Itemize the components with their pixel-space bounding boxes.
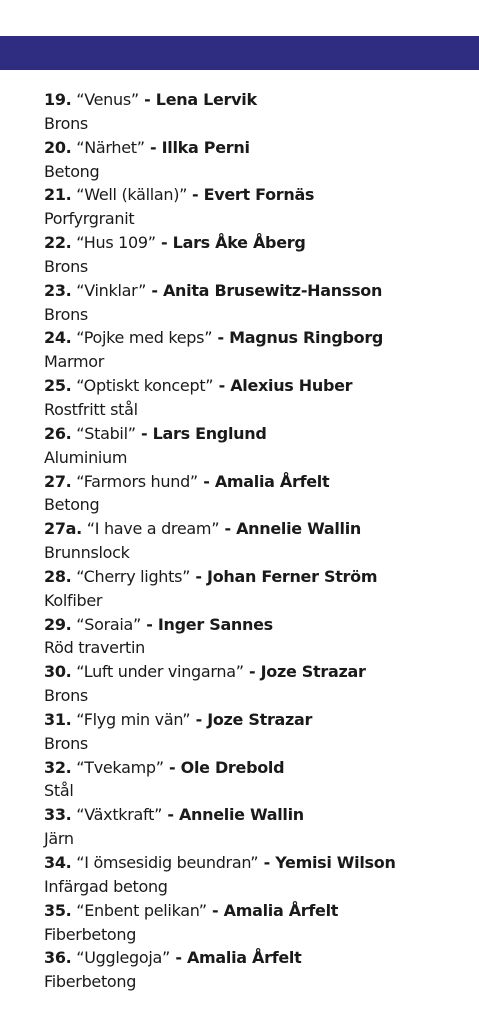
entry-number: 22. bbox=[44, 233, 72, 253]
entry-artist: Illka Perni bbox=[161, 137, 250, 157]
entry-heading bbox=[44, 374, 474, 398]
entry-heading bbox=[44, 517, 474, 541]
entry-separator: - bbox=[191, 185, 204, 205]
entry-heading bbox=[44, 279, 474, 303]
entry-material: Betong bbox=[44, 161, 100, 181]
entry-artist: Joze Strazar bbox=[260, 662, 366, 682]
entry-artist: Amalia Årfelt bbox=[214, 471, 330, 491]
entry-material: Fiberbetong bbox=[44, 972, 137, 992]
entry-number: 26. bbox=[44, 423, 72, 443]
entry-artist: Ole Drebold bbox=[180, 757, 285, 777]
sculpture-entry bbox=[44, 613, 474, 661]
entry-separator: - bbox=[258, 853, 276, 872]
entry-heading bbox=[44, 756, 474, 780]
entry-material: Brons bbox=[44, 256, 88, 276]
entry-material: Aluminium bbox=[44, 447, 128, 467]
entry-separator: - bbox=[162, 805, 179, 825]
entry-artist: Evert Fornäs bbox=[203, 185, 315, 205]
entry-number: 31. bbox=[44, 709, 72, 729]
entry-title: “Well (källan)” bbox=[76, 185, 192, 205]
entry-heading bbox=[44, 88, 474, 112]
entry-material: Röd travertin bbox=[44, 638, 145, 658]
entry-heading bbox=[44, 851, 474, 875]
entry-material: Fiberbetong bbox=[44, 924, 137, 944]
entry-material: Järn bbox=[44, 829, 74, 849]
entry-separator: - bbox=[138, 90, 156, 109]
entry-material: Brons bbox=[44, 304, 88, 324]
entry-number: 27. bbox=[44, 471, 72, 491]
entry-heading bbox=[44, 660, 474, 684]
entry-artist: Inger Sannes bbox=[157, 614, 273, 634]
sculpture-entry bbox=[44, 851, 474, 899]
sculpture-entry bbox=[44, 803, 474, 851]
entry-artist: Amalia Årfelt bbox=[223, 900, 339, 920]
entry-number: 34. bbox=[44, 853, 72, 872]
entry-title: “Venus” bbox=[76, 90, 139, 109]
sculpture-entry bbox=[44, 326, 474, 374]
entry-material: Marmor bbox=[44, 352, 105, 372]
sculpture-entry bbox=[44, 708, 474, 756]
entry-title: “Hus 109” bbox=[76, 233, 156, 253]
sculpture-entry bbox=[44, 517, 474, 565]
sculpture-entry bbox=[44, 899, 474, 947]
entry-title: “I ömsesidig beundran” bbox=[76, 853, 259, 872]
entry-artist: Lena Lervik bbox=[155, 90, 257, 109]
entry-title: “I have a dream” bbox=[86, 519, 220, 539]
sculpture-entry bbox=[44, 183, 474, 231]
sculpture-entry bbox=[44, 422, 474, 470]
entry-heading bbox=[44, 946, 474, 970]
entry-separator: - bbox=[155, 233, 173, 253]
entry-material: Rostfritt stål bbox=[44, 399, 138, 419]
sculpture-entry bbox=[44, 374, 474, 422]
entry-title: “Enbent pelikan” bbox=[76, 900, 207, 920]
entry-material: Infärgad betong bbox=[44, 876, 168, 896]
entry-heading bbox=[44, 708, 474, 732]
sculpture-entry bbox=[44, 660, 474, 708]
entry-separator: - bbox=[206, 900, 224, 920]
entry-separator: - bbox=[135, 423, 153, 443]
entry-title: “Ugglegoja” bbox=[76, 948, 171, 968]
entry-title: “Cherry lights” bbox=[76, 566, 191, 586]
entry-separator: - bbox=[213, 376, 231, 396]
sculpture-entry bbox=[44, 231, 474, 279]
entry-separator: - bbox=[170, 948, 187, 968]
entry-artist: Anita Brusewitz-Hansson bbox=[162, 280, 383, 300]
entry-title: “Växtkraft” bbox=[76, 805, 163, 825]
entry-artist: Yemisi Wilson bbox=[275, 853, 396, 872]
entry-title: “Flyg min vän” bbox=[76, 709, 191, 729]
entry-heading bbox=[44, 422, 474, 446]
entry-artist: Annelie Wallin bbox=[236, 519, 362, 539]
entry-separator: - bbox=[219, 519, 237, 539]
entry-title: “Farmors hund” bbox=[76, 471, 198, 491]
sculpture-entry bbox=[44, 946, 474, 994]
entry-separator: - bbox=[243, 662, 261, 682]
entry-number: 28. bbox=[44, 566, 72, 586]
entry-separator: - bbox=[190, 566, 208, 586]
entry-material: Kolfiber bbox=[44, 590, 103, 610]
entry-artist: Lars Englund bbox=[152, 423, 267, 443]
entry-material: Brunnslock bbox=[44, 543, 130, 563]
entry-material: Brons bbox=[44, 686, 88, 706]
entry-artist: Johan Ferner Ström bbox=[207, 566, 378, 586]
entry-title: “Optiskt koncept” bbox=[76, 376, 214, 396]
entry-title: “Tvekamp” bbox=[76, 757, 164, 777]
entry-artist: Joze Strazar bbox=[207, 709, 313, 729]
entry-separator: - bbox=[144, 137, 162, 157]
entry-title: “Pojke med keps” bbox=[76, 328, 213, 348]
entry-separator: - bbox=[190, 709, 208, 729]
entry-artist: Magnus Ringborg bbox=[229, 328, 384, 348]
entry-title: “Närhet” bbox=[76, 137, 145, 157]
entry-heading bbox=[44, 899, 474, 923]
entry-separator: - bbox=[146, 280, 163, 300]
entry-heading bbox=[44, 183, 474, 207]
entry-title: “Vinklar” bbox=[76, 280, 147, 300]
entry-title: “Soraia” bbox=[76, 614, 142, 634]
entry-heading bbox=[44, 565, 474, 589]
sculpture-list bbox=[44, 88, 474, 994]
entry-artist: Alexius Huber bbox=[230, 376, 353, 396]
entry-number: 25. bbox=[44, 376, 72, 396]
entry-number: 32. bbox=[44, 757, 72, 777]
sculpture-entry bbox=[44, 756, 474, 804]
sculpture-entry bbox=[44, 565, 474, 613]
entry-artist: Lars Åke Åberg bbox=[172, 233, 306, 253]
entry-separator: - bbox=[212, 328, 230, 348]
entry-material: Porfyrgranit bbox=[44, 209, 135, 229]
entry-separator: - bbox=[197, 471, 215, 491]
entry-number: 30. bbox=[44, 662, 72, 682]
entry-separator: - bbox=[141, 614, 158, 634]
sculpture-entry bbox=[44, 279, 474, 327]
entry-separator: - bbox=[163, 757, 181, 777]
header-band bbox=[0, 36, 479, 70]
sculpture-entry bbox=[44, 136, 474, 184]
entry-material: Brons bbox=[44, 733, 88, 753]
sculpture-entry bbox=[44, 470, 474, 518]
entry-material: Brons bbox=[44, 113, 88, 133]
entry-artist: Annelie Wallin bbox=[178, 805, 304, 825]
entry-heading bbox=[44, 470, 474, 494]
entry-number: 36. bbox=[44, 948, 72, 968]
entry-number: 33. bbox=[44, 805, 72, 825]
entry-number: 24. bbox=[44, 328, 72, 348]
entry-number: 20. bbox=[44, 137, 72, 157]
sculpture-entry bbox=[44, 88, 474, 136]
entry-material: Betong bbox=[44, 495, 100, 515]
entry-number: 19. bbox=[44, 90, 72, 109]
entry-heading bbox=[44, 326, 474, 350]
entry-number: 21. bbox=[44, 185, 72, 205]
entry-title: “Luft under vingarna” bbox=[76, 662, 244, 682]
entry-heading bbox=[44, 803, 474, 827]
entry-number: 29. bbox=[44, 614, 72, 634]
entry-title: “Stabil” bbox=[76, 423, 136, 443]
entry-heading bbox=[44, 613, 474, 637]
entry-number: 35. bbox=[44, 900, 72, 920]
entry-heading bbox=[44, 136, 474, 160]
entry-material: Stål bbox=[44, 781, 74, 801]
entry-number: 23. bbox=[44, 280, 72, 300]
entry-heading bbox=[44, 231, 474, 255]
entry-artist: Amalia Årfelt bbox=[186, 948, 302, 968]
entry-number: 27a. bbox=[44, 519, 82, 539]
